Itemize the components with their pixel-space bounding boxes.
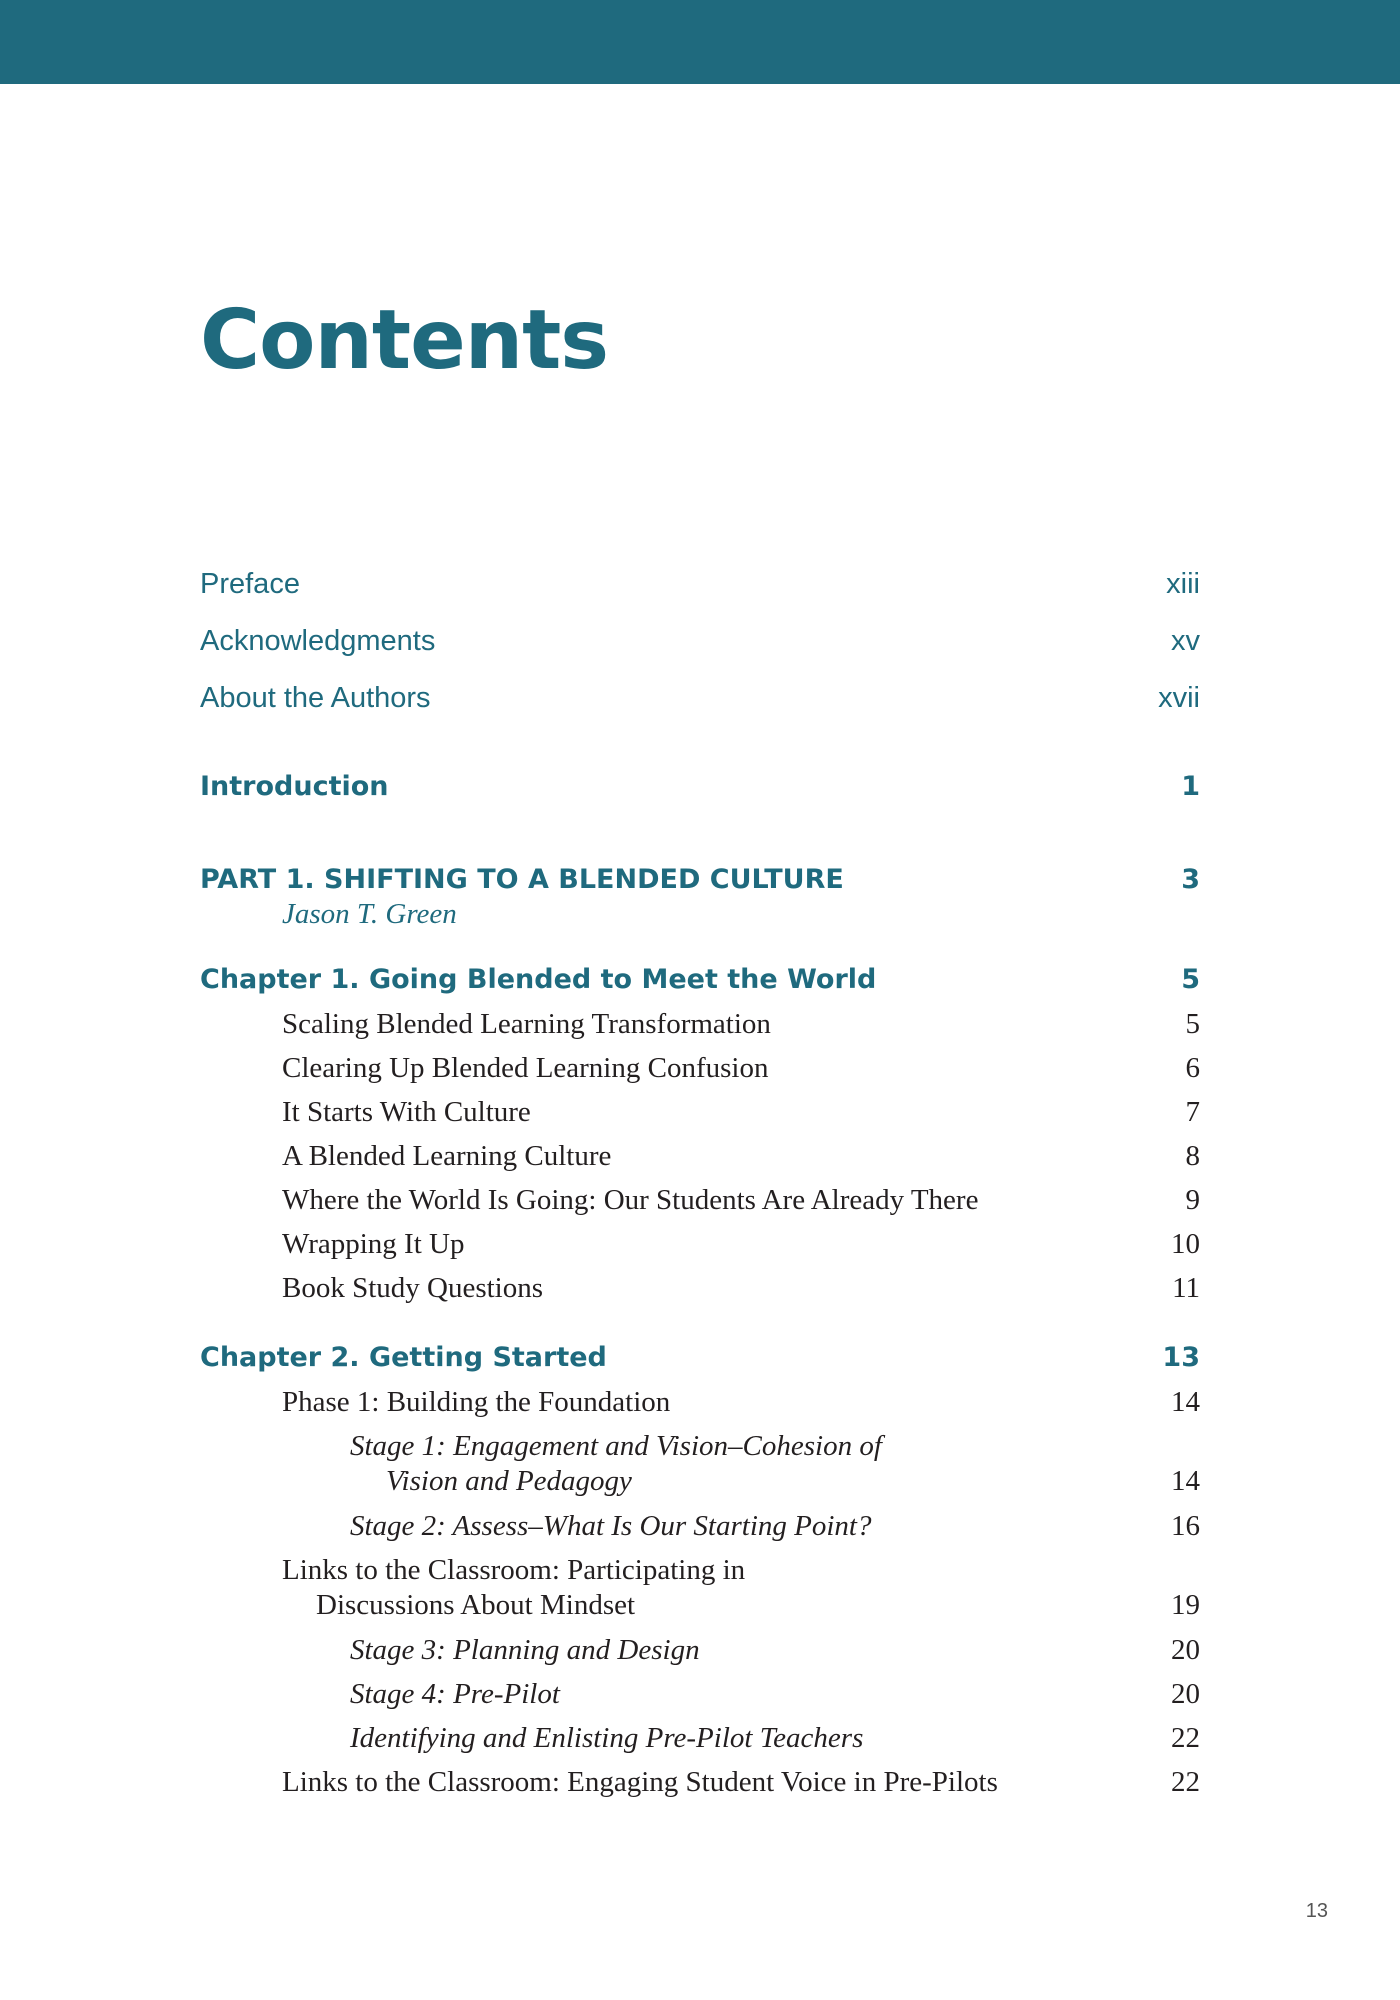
toc-entry-subsection[interactable]	[350, 1722, 1200, 1755]
toc-entry-page: 20	[1171, 1634, 1200, 1666]
toc-entry-section[interactable]	[282, 1184, 1200, 1217]
toc-entry-page: 22	[1171, 1766, 1200, 1798]
toc-entry-title-line-2: Vision and Pedagogy	[386, 1465, 632, 1497]
toc-entry-title: Where the World Is Going: Our Students Are Already There	[282, 1184, 979, 1216]
toc-entry-page: 9	[1185, 1184, 1200, 1216]
toc-entry-title: PART 1. SHIFTING TO A BLENDED CULTURE	[200, 864, 844, 895]
toc-entry-chapter-2[interactable]	[200, 1342, 1200, 1373]
toc-entry-page: 20	[1171, 1678, 1200, 1710]
toc-entry-title: Chapter 2. Getting Started	[200, 1342, 607, 1373]
toc-entry-page: 6	[1185, 1052, 1200, 1084]
toc-entry-title: Chapter 1. Going Blended to Meet the World	[200, 964, 877, 995]
toc-entry-page: 14	[1171, 1386, 1200, 1418]
toc-entry-page: 11	[1172, 1272, 1200, 1304]
toc-entry-title-line-1: Links to the Classroom: Participating in	[282, 1554, 746, 1586]
toc-entry-section[interactable]	[282, 1052, 1200, 1085]
part-author: Jason T. Green	[282, 898, 457, 930]
toc-entry-page: xiii	[1166, 568, 1200, 600]
toc-entry-title: Introduction	[200, 771, 389, 802]
toc-entry-section[interactable]	[282, 1766, 1200, 1799]
toc-entry-introduction[interactable]	[200, 771, 1200, 802]
toc-entry-part-1[interactable]	[200, 864, 1200, 895]
toc-entry-page: xv	[1171, 625, 1200, 657]
toc-entry-page: 16	[1171, 1510, 1200, 1542]
toc-entry-acknowledgments[interactable]	[200, 625, 1200, 658]
toc-entry-title-line-2: Discussions About Mindset	[316, 1589, 636, 1621]
toc-entry-title: Phase 1: Building the Foundation	[282, 1386, 671, 1418]
toc-entry-page: xvii	[1158, 682, 1200, 714]
toc-entry-section[interactable]	[282, 1272, 1200, 1305]
toc-entry-about-the-authors[interactable]	[200, 682, 1200, 715]
toc-entry-section[interactable]	[282, 1386, 1200, 1419]
page-number: 13	[1305, 1900, 1328, 1922]
toc-entry-page: 5	[1181, 964, 1200, 995]
toc-entry-chapter-1[interactable]	[200, 964, 1200, 995]
toc-entry-subsection[interactable]	[350, 1678, 1200, 1711]
toc-entry-page: 8	[1185, 1140, 1200, 1172]
header-band	[0, 0, 1400, 84]
toc-entry-title: Links to the Classroom: Engaging Student Voice in Pre-Pilots	[282, 1766, 998, 1798]
toc-entry-title: Stage 4: Pre-Pilot	[350, 1678, 560, 1710]
toc-entry-page: 1	[1181, 771, 1200, 802]
toc-entry-title: It Starts With Culture	[282, 1096, 531, 1128]
toc-entry-section[interactable]	[282, 1554, 1200, 1622]
toc-entry-title: Stage 3: Planning and Design	[350, 1634, 700, 1666]
toc-entry-title: Acknowledgments	[200, 625, 436, 657]
toc-entry-title: Book Study Questions	[282, 1272, 544, 1304]
toc-entry-title-line-1: Stage 1: Engagement and Vision–Cohesion of	[350, 1430, 882, 1462]
toc-entry-title: Scaling Blended Learning Transformation	[282, 1008, 771, 1040]
toc-entry-page: 3	[1181, 864, 1200, 895]
toc-entry-page: 10	[1171, 1228, 1200, 1260]
toc-entry-title: Stage 2: Assess–What Is Our Starting Point?	[350, 1510, 872, 1542]
toc-entry-section[interactable]	[282, 1140, 1200, 1173]
toc-entry-title: A Blended Learning Culture	[282, 1140, 612, 1172]
toc-entry-section[interactable]	[282, 1228, 1200, 1261]
toc-entry-page: 5	[1185, 1008, 1200, 1040]
toc-entry-preface[interactable]	[200, 568, 1200, 601]
toc-entry-page: 14	[1171, 1465, 1200, 1497]
toc-entry-subsection[interactable]	[350, 1510, 1200, 1543]
toc-entry-section[interactable]	[282, 1096, 1200, 1129]
toc-entry-subsection[interactable]	[350, 1430, 1200, 1498]
toc-entry-page: 22	[1171, 1722, 1200, 1754]
toc-entry-page: 7	[1185, 1096, 1200, 1128]
toc-entry-page: 13	[1162, 1342, 1200, 1373]
toc-entry-title: Wrapping It Up	[282, 1228, 465, 1260]
toc-entry-title: About the Authors	[200, 682, 431, 714]
toc-entry-title: Preface	[200, 568, 300, 600]
toc-entry-subsection[interactable]	[350, 1634, 1200, 1667]
toc-entry-page: 19	[1171, 1589, 1200, 1621]
toc-entry-title: Identifying and Enlisting Pre-Pilot Teachers	[350, 1722, 864, 1754]
toc-entry-title: Clearing Up Blended Learning Confusion	[282, 1052, 769, 1084]
toc-entry-section[interactable]	[282, 1008, 1200, 1041]
page-title: Contents	[200, 293, 609, 388]
